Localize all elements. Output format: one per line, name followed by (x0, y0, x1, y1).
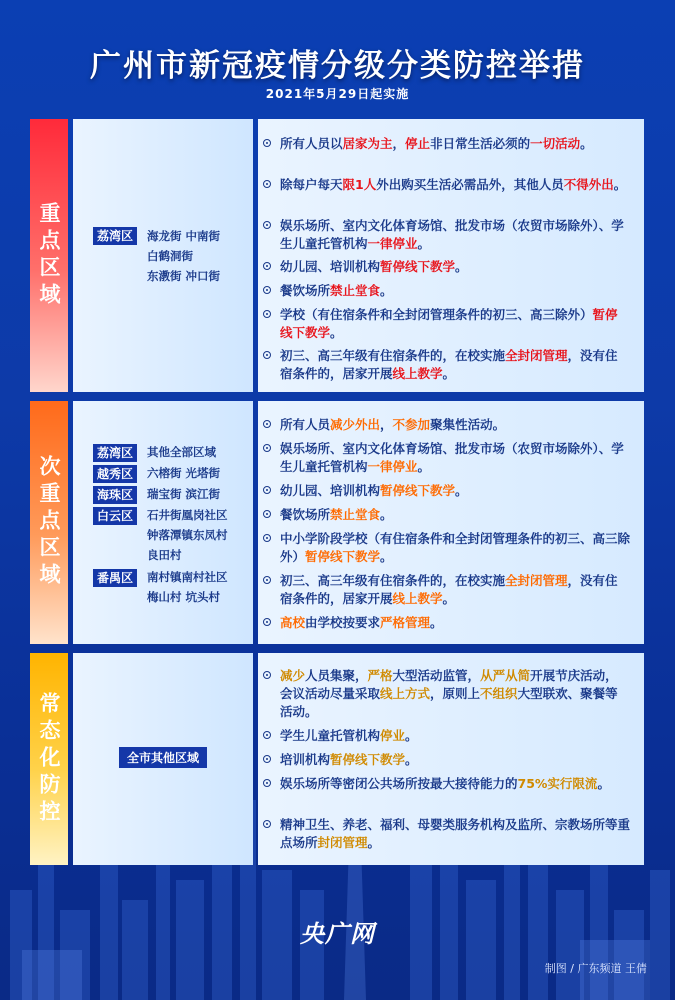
section-tag-label: 常态化防控 (37, 691, 61, 827)
measure-text-run: 。 (597, 776, 610, 791)
highlighted-text: 高校 (280, 615, 306, 630)
highlighted-text: 暂停线下教学 (280, 307, 618, 340)
highlighted-text: 一律停业 (367, 236, 418, 251)
highlighted-text: 暂停线下教学 (380, 483, 456, 498)
measure-item (280, 667, 630, 721)
bullet-icon (263, 221, 271, 229)
highlighted-text: 停业 (380, 728, 406, 743)
bullet-icon (263, 576, 271, 584)
measure-text-run: 。 (455, 483, 468, 498)
highlighted-text: 一律停业 (367, 459, 418, 474)
measures-panel (258, 119, 644, 392)
measure-item (280, 135, 630, 153)
bullet-icon (263, 420, 271, 428)
street-list: 石井街凰岗社区 钟落潭镇东凤村 良田村 (147, 508, 228, 562)
measure-text (280, 177, 626, 192)
measure-text-run: 中小学阶段学校（有住宿条件和全封闭管理条件的初三、高三除外） (280, 531, 631, 564)
measure-text-run: 人员集聚， (305, 668, 368, 683)
measures-panel (258, 653, 644, 865)
measure-text-run: 。 (430, 615, 443, 630)
effective-date: 2021年5月29日起实施 (265, 87, 410, 101)
measure-text-run: 开展节庆活动，会议活动尽量采取 (280, 668, 618, 701)
highlighted-text: 禁止堂食 (330, 283, 381, 298)
measure-text-run: 。 (455, 259, 468, 274)
bullet-icon (263, 671, 271, 679)
measures-panel (258, 401, 644, 644)
measure-text-run: ， (392, 136, 406, 151)
highlighted-text: 减少 (280, 668, 306, 683)
highlighted-text: 减少外出 (330, 417, 381, 432)
section-key-area (30, 119, 644, 392)
measure-text-run: 幼儿园、培训机构 (280, 259, 381, 274)
street-list: 六榕街 光塔街 (147, 466, 221, 480)
measure-text-run: ，没有住宿条件的，居家开展 (280, 348, 618, 381)
measure-text (280, 615, 443, 630)
area-panel (73, 119, 253, 392)
measure-text-run: 。 (417, 459, 431, 474)
district-row (93, 486, 220, 504)
measure-item (280, 416, 630, 434)
measure-item (280, 482, 630, 500)
bullet-icon (263, 755, 271, 763)
cnr-logo: 央广网 (300, 920, 375, 948)
measure-text (280, 218, 624, 251)
measure-item (280, 217, 630, 253)
highlighted-text: 暂停线下教学 (305, 549, 381, 564)
street-list: 其他全部区域 (147, 445, 217, 459)
highlighted-text: 全封闭管理 (505, 573, 568, 588)
highlighted-text: 严格 (367, 668, 393, 683)
measure-item (280, 440, 630, 476)
measure-text-run: 。 (367, 835, 381, 850)
measure-text-run: 。 (405, 752, 418, 767)
district-tag: 白云区 (93, 507, 137, 525)
measure-text (280, 441, 624, 474)
bullet-icon (263, 779, 271, 787)
measure-item (280, 727, 630, 745)
measure-text-run: 聚集性活动。 (430, 417, 506, 432)
district-tag: 海珠区 (93, 486, 137, 504)
district-tag: 番禺区 (93, 569, 137, 587)
bullet-icon (263, 618, 271, 626)
section-tag-label: 次重点区域 (37, 455, 61, 590)
district-tag: 越秀区 (93, 465, 137, 483)
measure-text-run: 初三、高三年级有住宿条件的，在校实施 (280, 573, 506, 588)
measure-text-run: 餐饮场所 (280, 507, 331, 522)
measure-text-run: 所有人员 (280, 417, 331, 432)
measure-text (280, 573, 618, 606)
bullet-icon (263, 286, 271, 294)
measure-item (280, 614, 630, 632)
highlighted-text: 禁止堂食 (330, 507, 381, 522)
section-normalized-control (30, 653, 644, 865)
district-tag: 全市其他区域 (119, 747, 207, 768)
highlighted-text: 线上教学 (392, 591, 443, 606)
highlighted-text: 暂停线下教学 (330, 752, 406, 767)
measure-text (280, 348, 618, 381)
highlighted-text: 线上教学 (392, 366, 443, 381)
bullet-icon (263, 534, 271, 542)
highlighted-text: 封闭管理 (317, 835, 368, 850)
highlighted-text: 暂停线下教学 (380, 259, 456, 274)
measure-text (280, 136, 593, 151)
section-secondary-area (30, 401, 644, 644)
bullet-icon (263, 486, 271, 494)
measure-text (280, 507, 393, 522)
measure-text-run: 。 (380, 507, 393, 522)
measure-text-run: 。 (613, 177, 627, 192)
measure-text-run: 。 (405, 728, 418, 743)
measure-text-run: 培训机构 (280, 752, 331, 767)
section-tag (30, 401, 68, 644)
bullet-icon (263, 351, 271, 359)
bullet-icon (263, 180, 271, 188)
measure-text-run: 。 (380, 549, 393, 564)
image-credit: 制图 / 广东频道 王倩 (544, 962, 647, 975)
district-row (93, 465, 220, 483)
bullet-icon (263, 262, 271, 270)
highlighted-text: 线上方式 (380, 686, 431, 701)
measure-text-run: 大型活动监管， (392, 668, 481, 683)
highlighted-text: 一切活动 (530, 136, 581, 151)
highlighted-text: 居家为主 (342, 136, 393, 151)
area-panel (73, 401, 253, 644)
measure-item (280, 816, 630, 852)
measure-item (280, 506, 630, 524)
section-tag-label: 重点区域 (37, 201, 61, 310)
district-row (93, 569, 228, 607)
highlighted-text: 停止 (405, 136, 431, 151)
measure-text (280, 752, 418, 767)
highlighted-text: 不参加 (392, 417, 431, 432)
measure-text-run: 。 (417, 236, 431, 251)
measure-text-run: 初三、高三年级有住宿条件的，在校实施 (280, 348, 506, 363)
measure-text-run: 幼儿园、培训机构 (280, 483, 381, 498)
measure-text-run: 。 (442, 591, 456, 606)
measure-item (280, 530, 630, 566)
highlighted-text: 75%实行限流 (517, 776, 598, 791)
bullet-icon (263, 820, 271, 828)
measure-text (280, 483, 468, 498)
measure-text-run: ，没有住宿条件的，居家开展 (280, 573, 618, 606)
section-tag (30, 653, 68, 865)
street-list: 瑞宝街 滨江街 (147, 487, 221, 501)
measure-text-run: 娱乐场所、室内文化体育场馆、批发市场（农贸市场除外）、学生儿童托管机构 (280, 218, 624, 251)
bullet-icon (263, 444, 271, 452)
measure-text-run: 餐饮场所 (280, 283, 331, 298)
street-list: 南村镇南村社区 梅山村 坑头村 (147, 570, 228, 604)
measure-text-run: 。 (330, 325, 343, 340)
street-list: 海龙街 中南街 白鹤洞街 东漖街 冲口街 (147, 229, 221, 283)
district-tag: 荔湾区 (93, 227, 137, 245)
highlighted-text: 严格管理 (380, 615, 431, 630)
measure-text-run: 外出购买生活必需品外，其他人员 (376, 177, 564, 192)
area-panel (73, 653, 253, 865)
highlighted-text: 不得外出 (563, 177, 614, 192)
measure-text-run: 。 (580, 136, 593, 151)
highlighted-text: 限1人 (342, 177, 377, 192)
district-row (93, 444, 216, 462)
district-row (93, 507, 228, 565)
measure-item (280, 347, 630, 383)
measure-item (280, 306, 630, 342)
measure-text (280, 259, 468, 274)
measure-text-run: 娱乐场所、室内文化体育场馆、批发市场（农贸市场除外）、学生儿童托管机构 (280, 441, 624, 474)
measure-text (280, 817, 630, 850)
measure-item (280, 282, 630, 300)
measure-text-run: 娱乐场所等密闭公共场所按最大接待能力的 (280, 776, 518, 791)
bullet-icon (263, 310, 271, 318)
bullet-icon (263, 510, 271, 518)
measure-text-run: 由学校按要求 (305, 615, 381, 630)
section-tag (30, 119, 68, 392)
measure-text (280, 728, 418, 743)
measure-text-run: 。 (380, 283, 393, 298)
measure-item (280, 176, 630, 194)
measure-text (280, 283, 393, 298)
measure-text-run: 所有人员以 (280, 136, 343, 151)
measure-text (280, 668, 618, 719)
highlighted-text: 全封闭管理 (505, 348, 568, 363)
measure-text-run: 精神卫生、养老、福利、母婴类服务机构及监所、宗教场所等重点场所 (280, 817, 631, 850)
measure-text-run: 学校（有住宿条件和全封闭管理条件的初三、高三除外） (280, 307, 593, 322)
district-tag: 荔湾区 (93, 444, 137, 462)
measure-text (280, 776, 610, 791)
measure-item (280, 572, 630, 608)
measure-text-run: 大型联欢、聚餐等活动。 (280, 686, 618, 719)
measure-text-run: ， (380, 417, 393, 432)
bullet-icon (263, 731, 271, 739)
measure-item (280, 775, 630, 793)
page-title: 广州市新冠疫情分级分类防控举措 (90, 48, 585, 84)
measure-text-run: 。 (442, 366, 456, 381)
highlighted-text: 从严从简 (480, 668, 531, 683)
measure-text (280, 417, 505, 432)
measure-text-run: 非日常生活必须的 (430, 136, 531, 151)
measure-text (280, 531, 630, 564)
measure-text-run: ，原则上 (430, 686, 481, 701)
bullet-icon (263, 139, 271, 147)
measure-item (280, 751, 630, 769)
highlighted-text: 不组织 (480, 686, 518, 701)
measure-item (280, 258, 630, 276)
measure-text (280, 307, 618, 340)
district-row (93, 227, 220, 286)
measure-text-run: 除每户每天 (280, 177, 343, 192)
measure-text-run: 学生儿童托管机构 (280, 728, 381, 743)
